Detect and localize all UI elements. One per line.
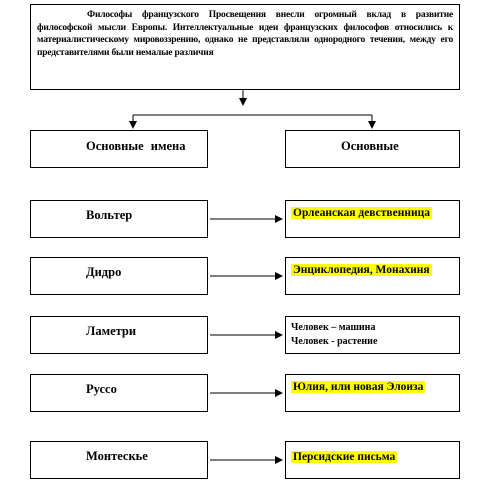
name-box-lamettrie — [30, 316, 208, 354]
works-box-lamettrie — [285, 316, 460, 354]
intro-text: Философы французского Просвещения внесли огромный вклад в развитие философской мысли Европы. Интеллектуальные идеи французских философов относились к материалистическому мировоззрению, однако не представляли однородного течения, между его представителями были немалые различия — [37, 10, 453, 58]
work-label: Энциклопедия, Монахиня — [293, 264, 430, 276]
name-label: Руссо — [86, 382, 117, 396]
work-label: Человек - растение — [291, 336, 378, 347]
work-label: Юлия, или новая Элоиза — [293, 381, 424, 393]
work-label: Орлеанская девственница — [293, 207, 430, 219]
works-box-voltaire — [285, 200, 460, 238]
header-names-label: Основные имена — [86, 139, 186, 153]
name-label: Монтескье — [86, 449, 148, 463]
name-box-rousseau — [30, 374, 208, 412]
works-box-diderot — [285, 257, 460, 295]
name-label: Дидро — [86, 265, 122, 279]
work-label: Персидские письма — [293, 451, 396, 463]
intro-box — [30, 4, 460, 90]
name-label: Вольтер — [86, 208, 133, 222]
name-box-voltaire — [30, 200, 208, 238]
top-connector — [133, 90, 372, 128]
header-names-box — [30, 130, 208, 168]
name-label: Ламетри — [86, 324, 137, 338]
name-box-montesquieu — [30, 441, 208, 479]
works-box-rousseau — [285, 374, 460, 412]
header-works-box — [285, 130, 460, 168]
works-box-montesquieu — [285, 441, 460, 479]
header-works-label: Основные — [341, 139, 399, 153]
work-label: Человек – машина — [291, 322, 376, 333]
name-box-diderot — [30, 257, 208, 295]
